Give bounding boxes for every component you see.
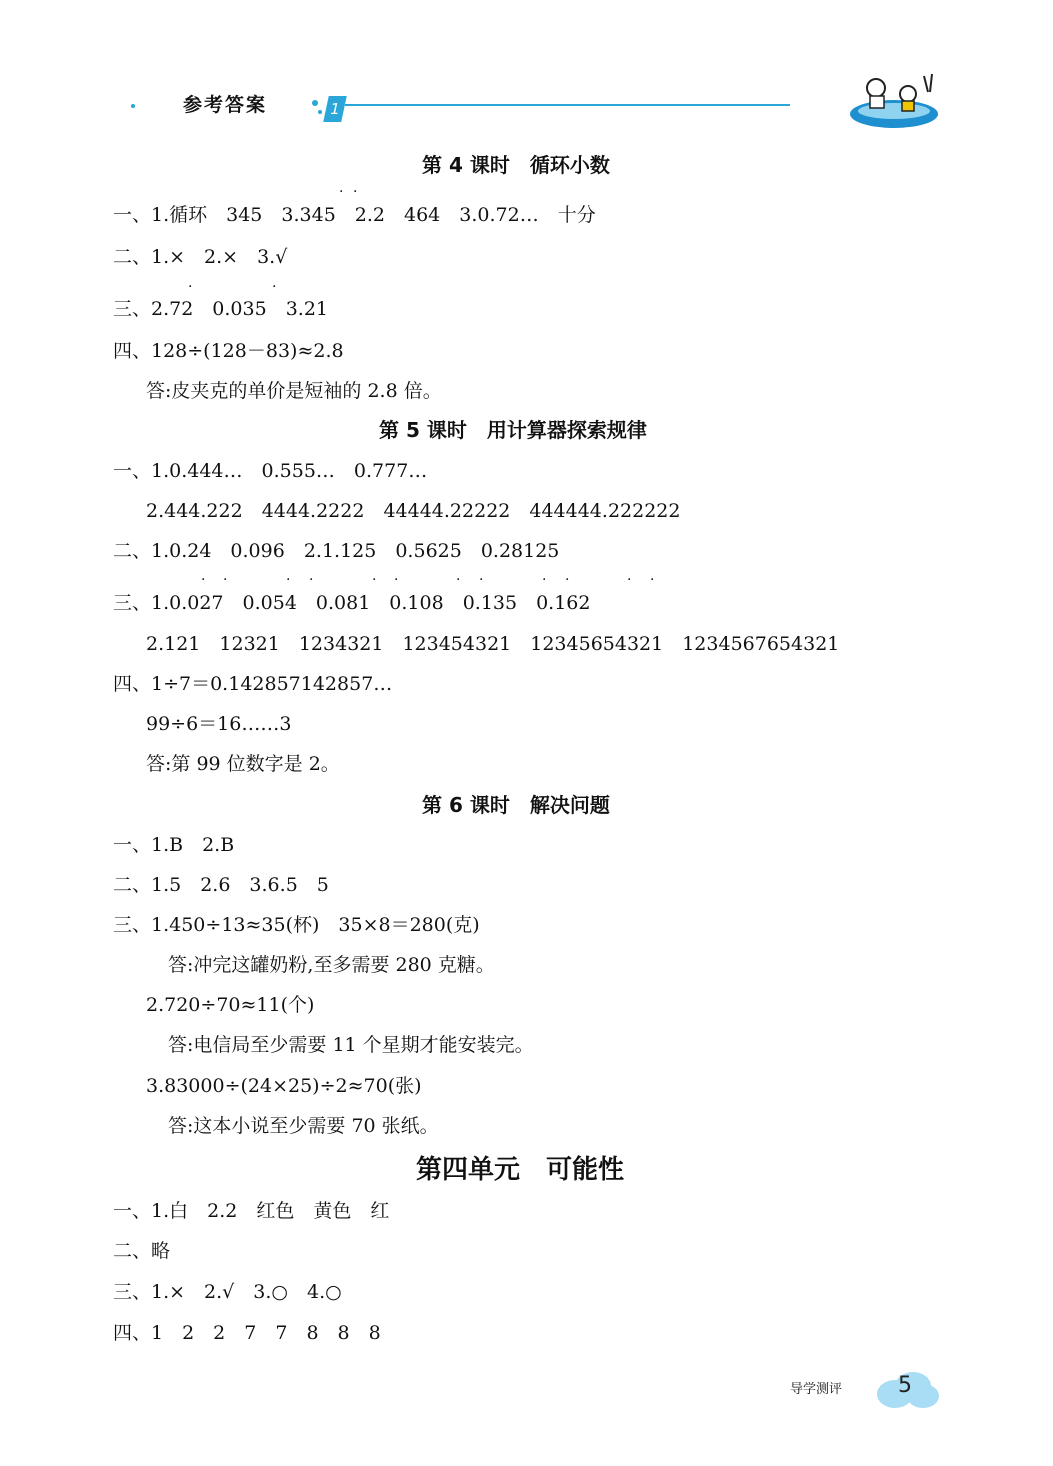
answer-line: 答:这本小说至少需要 70 张纸。 bbox=[168, 1115, 439, 1137]
page-number: 5 bbox=[898, 1373, 912, 1398]
section-title: 第 5 课时 用计算器探索规律 bbox=[379, 418, 647, 442]
answer-line: 四、1÷7＝0.142857142857… bbox=[113, 673, 393, 695]
answer-line: 三、1.0.027 0.054 0.081 0.108 0.135 0.162 bbox=[113, 592, 591, 614]
answer-line: 二、略 bbox=[113, 1240, 171, 1262]
answer-line: 二、1.× 2.× 3.√ bbox=[113, 246, 288, 268]
decor-dot bbox=[312, 100, 318, 106]
answer-line: 三、1.450÷13≈35(杯) 35×8＝280(克) bbox=[113, 914, 480, 936]
unit-tab: 1 bbox=[323, 96, 347, 122]
answer-line: 99÷6＝16……3 bbox=[146, 713, 292, 735]
answer-line: 三、1.× 2.√ 3.○ 4.○ bbox=[113, 1281, 342, 1303]
answer-line: 答:电信局至少需要 11 个星期才能安装完。 bbox=[168, 1034, 534, 1056]
section-title: 第 4 课时 循环小数 bbox=[422, 153, 610, 177]
decor-dot bbox=[131, 104, 135, 108]
answer-line: 二、1.5 2.6 3.6.5 5 bbox=[113, 874, 329, 896]
answer-line: 一、1.白 2.2 红色 黄色 红 bbox=[113, 1200, 390, 1222]
answer-line: 一、1.循环 345 3.345 2.2 464 3.0.72… 十分 bbox=[113, 204, 596, 226]
answer-line: 三、2.72 0.035 3.21 bbox=[113, 298, 329, 320]
answer-line: 答:皮夹克的单价是短袖的 2.8 倍。 bbox=[146, 380, 442, 402]
answer-line: 答:第 99 位数字是 2。 bbox=[146, 753, 340, 775]
answer-line: 四、1 2 2 7 7 8 8 8 bbox=[113, 1322, 381, 1344]
mascot-illustration bbox=[846, 66, 946, 132]
answer-line: 一、1.B 2.B bbox=[113, 834, 235, 856]
answer-line: 二、1.0.24 0.096 2.1.125 0.5625 0.28125 bbox=[113, 540, 560, 562]
answer-line: 四、128÷(128－83)≈2.8 bbox=[113, 340, 344, 362]
answer-line: 2.121 12321 1234321 123454321 12345654321 1234567654321 bbox=[146, 633, 840, 655]
answer-line: 答:冲完这罐奶粉,至多需要 280 克糖。 bbox=[168, 954, 495, 976]
answer-line: 2.720÷70≈11(个) bbox=[146, 994, 315, 1016]
header-label: 参考答案 bbox=[183, 94, 268, 116]
answer-line: 3.83000÷(24×25)÷2≈70(张) bbox=[146, 1075, 422, 1097]
unit-title: 第四单元 可能性 bbox=[416, 1155, 625, 1185]
header-rule bbox=[345, 104, 790, 106]
section-title: 第 6 课时 解决问题 bbox=[422, 793, 610, 817]
footer-label: 导学测评 bbox=[790, 1382, 843, 1397]
answer-line: 2.444.222 4444.2222 44444.22222 444444.222222 bbox=[146, 500, 681, 522]
answer-line: 一、1.0.444… 0.555… 0.777… bbox=[113, 460, 428, 482]
decor-dot bbox=[318, 110, 322, 114]
